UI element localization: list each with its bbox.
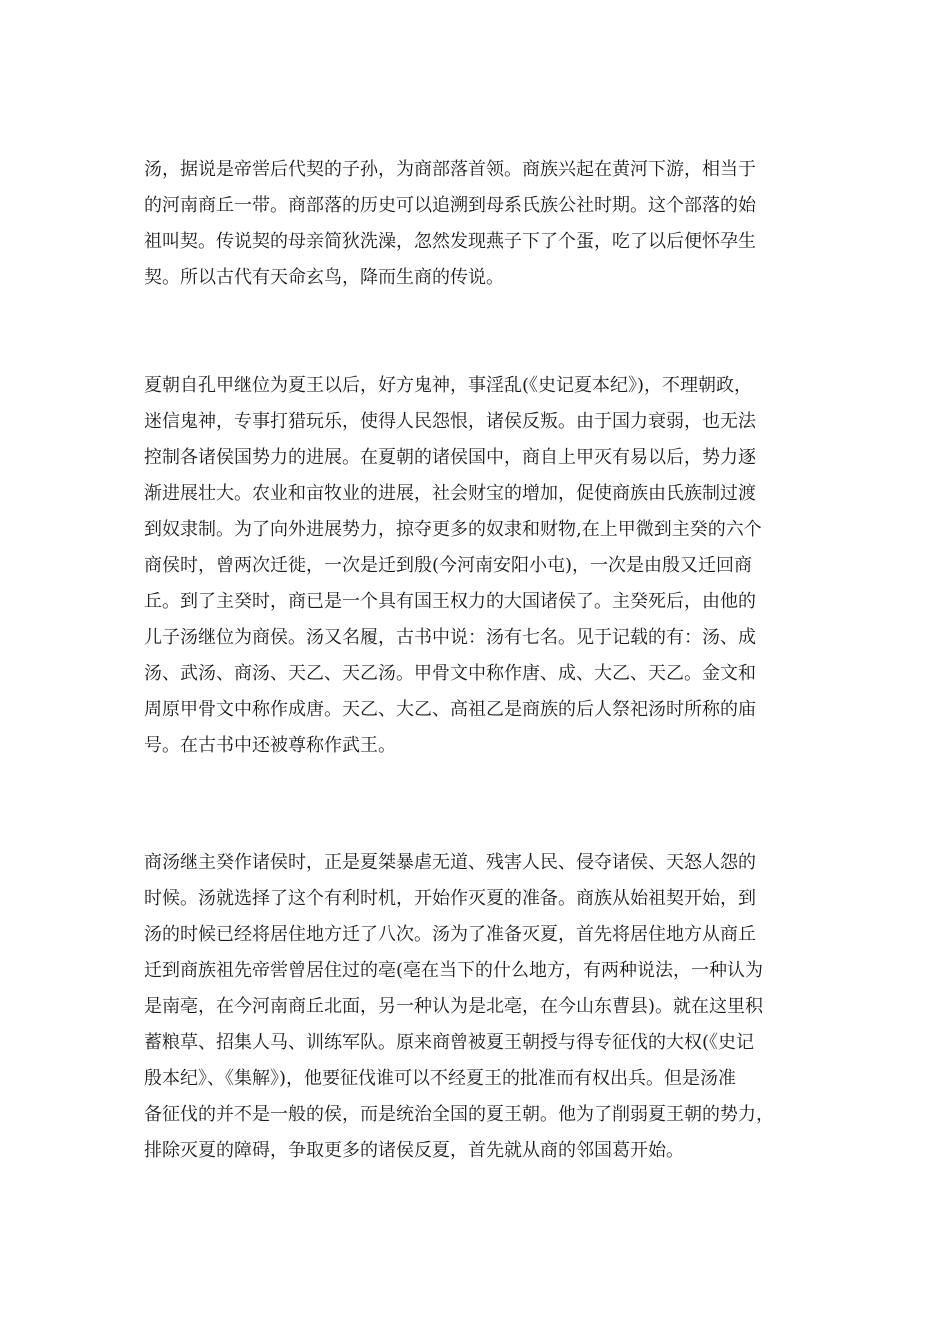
text-line: 备征伐的并不是一般的侯，而是统治全国的夏王朝。他为了削弱夏王朝的势力，: [144, 1104, 774, 1125]
text-line: 蓄粮草、招集人马、训练军队。原来商曾被夏王朝授与得专征伐的大权(《史记: [144, 1032, 755, 1053]
text-line: 儿子汤继位为商侯。汤又名履，古书中说：汤有七名。见于记载的有：汤、成: [144, 627, 756, 648]
text-line: 到奴隶制。为了向外进展势力，掠夺更多的奴隶和财物,在上甲微到主癸的六个: [144, 519, 762, 540]
paragraph-tang-origin: [144, 152, 834, 296]
text-line: 祖叫契。传说契的母亲简狄洗澡，忽然发现燕子下了个蛋，吃了以后便怀孕生: [144, 231, 756, 252]
text-line: 控制各诸侯国势力的进展。在夏朝的诸侯国中，商自上甲灭有易以后，势力逐: [144, 447, 756, 468]
text-line: 丘。到了主癸时，商已是一个具有国王权力的大国诸侯了。主癸死后，由他的: [144, 591, 756, 612]
paragraph-xia-decline: [144, 368, 834, 764]
text-line: 殷本纪》、《集解》)，他要征伐谁可以不经夏王的批准而有权出兵。但是汤准: [144, 1068, 737, 1089]
text-line: 排除灭夏的障碍，争取更多的诸侯反夏，首先就从商的邻国葛开始。: [144, 1140, 684, 1161]
text-line: 汤的时候已经将居住地方迁了八次。汤为了准备灭夏，首先将居住地方从商丘: [144, 924, 756, 945]
text-line: 汤，据说是帝喾后代契的子孙，为商部落首领。商族兴起在黄河下游，相当于: [144, 159, 756, 180]
text-line: 是南亳，在今河南商丘北面，另一种认为是北亳，在今山东曹县)。就在这里积: [144, 996, 764, 1017]
text-line: 夏朝自孔甲继位为夏王以后，好方鬼神，事淫乱(《史记夏本纪》)，不理朝政，: [144, 375, 753, 396]
text-line: 契。所以古代有天命玄鸟，降而生商的传说。: [144, 267, 504, 288]
paragraph-shang-tang: [144, 845, 834, 1169]
text-line: 时候。汤就选择了这个有利时机，开始作灭夏的准备。商族从始祖契开始，到: [144, 888, 756, 909]
text-line: 号。在古书中还被尊称作武王。: [144, 735, 396, 756]
text-line: 周原甲骨文中称作成唐。天乙、大乙、高祖乙是商族的后人祭祀汤时所称的庙: [144, 699, 756, 720]
text-line: 商侯时，曾两次迁徙，一次是迁到殷(今河南安阳小屯)，一次是由殷又迁回商: [144, 555, 753, 576]
text-line: 迷信鬼神，专事打猎玩乐，使得人民怨恨，诸侯反叛。由于国力衰弱，也无法: [144, 411, 756, 432]
text-line: 的河南商丘一带。商部落的历史可以追溯到母系氏族公社时期。这个部落的始: [144, 195, 756, 216]
text-line: 汤、武汤、商汤、天乙、天乙汤。甲骨文中称作唐、成、大乙、天乙。金文和: [144, 663, 756, 684]
text-line: 渐进展壮大。农业和亩牧业的进展，社会财宝的增加，促使商族由氏族制过渡: [144, 483, 756, 504]
text-line: 商汤继主癸作诸侯时，正是夏桀暴虐无道、残害人民、侵夺诸侯、天怒人怨的: [144, 852, 756, 873]
text-line: 迁到商族祖先帝喾曾居住过的亳(亳在当下的什么地方，有两种说法，一种认为: [144, 960, 764, 981]
